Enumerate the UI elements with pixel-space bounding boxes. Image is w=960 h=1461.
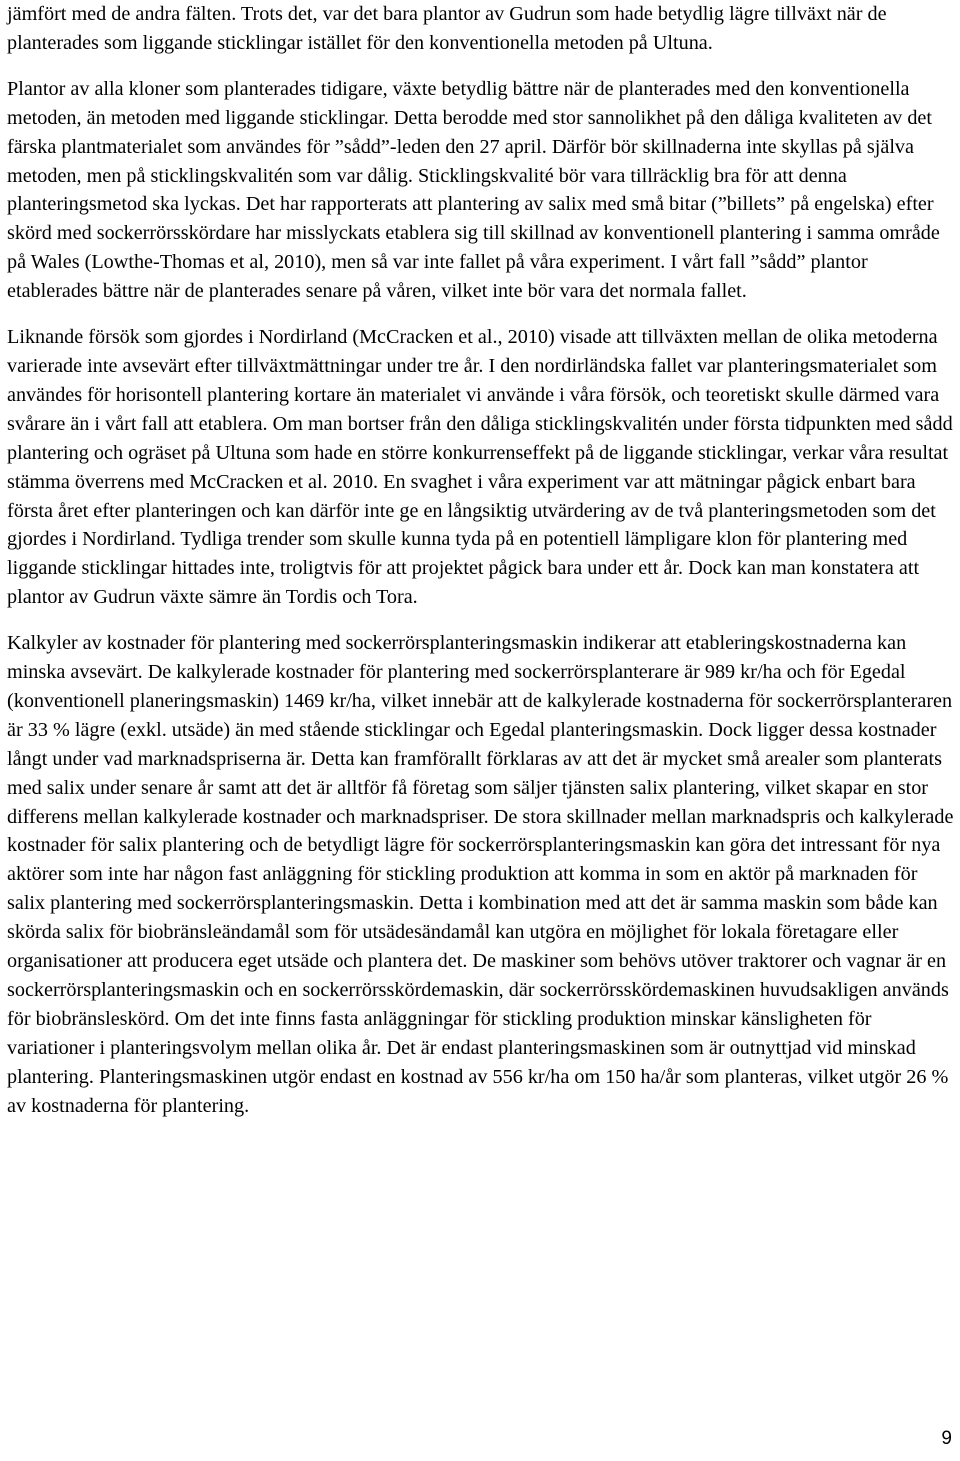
body-text [7,0,955,1138]
paragraph-continuation: jämfört med de andra fälten. Trots det, var det bara plantor av Gudrun som hade betydlig lägre tillväxt när de planterades som liggande sticklingar istället för den konventionella metoden på Ultuna. [7,3,887,54]
paragraph-cost-calculations: Kalkyler av kostnader för plantering med sockerrörsplanteringsmaskin indikerar att etableringskostnaderna kan minska avsevärt. De kalkylerade kostnader för plantering med sockerrörsplanterare är 989 kr/ha och för Egedal (konventionell planeringsmaskin) 1469 kr/ha, vilket innebär att de kalkylerade kostnaderna för sockerrörsplanteraren är 33 % lägre (exkl. utsäde) än med stående sticklingar och Egedal planteringsmaskin. Dock ligger dessa kostnader långt under vad marknadspriserna är. Detta kan framförallt förklaras av att det är mycket små arealer som planterats med salix under senare år samt att det är alltför få företag som säljer tjänsten salix plantering, vilket skapar en stor differens mellan kalkylerade kostnader och marknadspriser. De stora skillnader mellan marknadspris och kalkylerade kostnader för salix plantering och de betydligt lägre för sockerrörsplanteringsmaskin kan göra det intressant för nya aktörer som inte har någon fast anläggning för stickling produktion att komma in som en aktör på marknaden för salix plantering med sockerrörsplanteringsmaskin. Detta i kombination med att det är samma maskin som både kan skörda salix för biobränsleändamål som för utsädesändamål kan utgöra en möjlighet för lokala företagare eller organisationer att producera eget utsäde och plantera det. De maskiner som behövs utöver traktorer och vagnar är en sockerrörsplanteringsmaskin och en sockerrörsskördemaskin, där sockerrörsskördemaskinen huvudsakligen används för biobränsleskörd. Om det inte finns fasta anläggningar för stickling produktion minskar känsligheten för variationer i planteringsvolym mellan olika år. Det är endast planteringsmaskinen som är outnyttjad vid minskad plantering. Planteringsmaskinen utgör endast en kostnad av 556 kr/ha om 150 ha/år som planteras, vilket utgör 26 % av kostnaderna för plantering. [7,632,954,1117]
page-number: 9 [941,1428,952,1449]
paragraph-planting-methods: Plantor av alla kloner som planterades tidigare, växte betydlig bättre när de planterades med den konventionella metoden, än metoden med liggande sticklingar. Detta berodde med stor sannolikhet på den dåliga kvaliteten av det färska plantmaterialet som användes för ”sådd”-leden den 27 april. Därför bör skillnaderna inte skyllas på själva metoden, men på sticklingskvalitén som var dålig. Sticklingskvalité bör vara tillräcklig bra för att denna planteringsmetod ska lyckas. Det har rapporterats att plantering av salix med små bitar (”billets” på engelska) efter skörd med sockerrörsskördare har misslyckats etablera sig till skillnad av konventionell plantering i samma område på Wales (Lowthe-Thomas et al, 2010), men så var inte fallet på våra experiment. I vårt fall ”sådd” plantor etablerades bättre när de planterades senare på våren, vilket inte bör vara det normala fallet. [7,77,940,303]
paragraph-northern-ireland: Liknande försök som gjordes i Nordirland (McCracken et al., 2010) visade att tillväxten mellan de olika metoderna varierade inte avsevärt efter tillväxtmättningar under tre år. I den nordirländska fallet var planteringsmaterialet som användes för horisontell plantering kortare än materialet vi använde i våra försök, och teoretiskt skulle därmed vara svårare än i vårt fall att etablera. Om man bortser från den dåliga sticklingskvalitén under första tidpunkten med sådd plantering och ogräset på Ultuna som hade en större konkurrenseffekt på de liggande sticklingar, verkar våra resultat stämma överrens med McCracken et al. 2010. En svaghet i våra experiment var att mätningar pågick enbart bara första året efter planteringen och kan därför inte ge en långsiktig utvärdering av de två planteringsmetoden som det gjordes i Nordirland. Tydliga trender som skulle kunna tyda på en potentiell lämpligare klon för plantering med liggande sticklingar hittades inte, troligtvis för att projektet pågick bara under ett år. Dock kan man konstatera att plantor av Gudrun växte sämre än Tordis och Tora. [7,326,953,609]
